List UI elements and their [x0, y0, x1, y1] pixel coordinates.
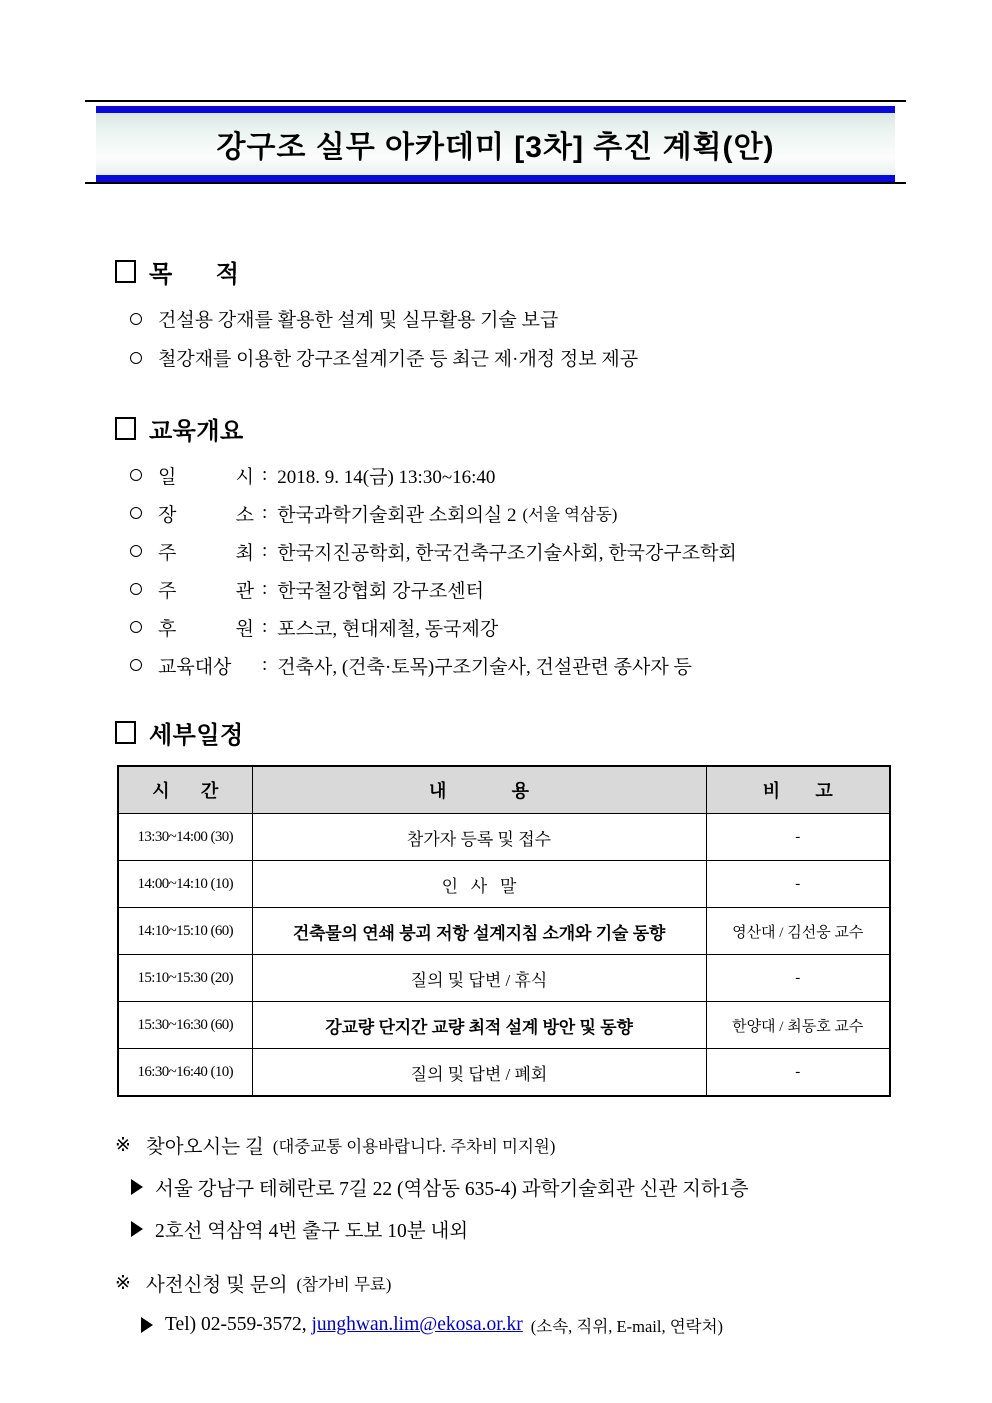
reference-mark-icon: ※ — [115, 1134, 131, 1156]
column-header-content-label: 내 용 — [429, 781, 529, 801]
section-schedule — [115, 715, 902, 1097]
arrow-bullet-icon — [141, 1317, 153, 1333]
circle-bullet-icon — [130, 313, 142, 325]
directions-item-text: 2호선 역삼역 4번 출구 도보 10분 내외 — [155, 1221, 469, 1242]
remark-cell: - — [706, 1049, 890, 1097]
list-item — [127, 532, 902, 570]
time-cell: 14:00~14:10 (10) — [118, 861, 252, 908]
section-purpose — [115, 254, 902, 371]
time-cell: 14:10~15:10 (60) — [118, 908, 252, 955]
page-title: 강구조 실무 아카데미 [3차] 추진 계획(안) — [216, 131, 775, 164]
remark-cell: - — [706, 861, 890, 908]
overview-label: 교육대상 — [158, 656, 232, 678]
title-banner-rules — [85, 100, 906, 184]
circle-bullet-icon — [130, 469, 142, 481]
column-header-remark-label: 비 고 — [762, 781, 833, 801]
time-cell: 13:30~14:00 (30) — [118, 814, 252, 861]
section-overview — [115, 411, 902, 684]
contact-tel-text: Tel) 02-559-3572, — [165, 1314, 307, 1335]
column-header-remark — [706, 766, 890, 814]
label-separator: : — [262, 502, 268, 523]
table-row — [118, 908, 890, 955]
content-cell: 인 사 말 — [252, 861, 706, 908]
overview-list — [127, 456, 902, 684]
list-item — [127, 305, 902, 332]
overview-label: 주 관 — [158, 580, 254, 602]
list-item — [127, 570, 902, 608]
purpose-item-text: 건설용 강재를 활용한 설계 및 실무활용 기술 보급 — [158, 310, 559, 331]
overview-label: 장 소 — [158, 504, 254, 526]
table-row — [118, 1049, 890, 1097]
title-banner — [96, 106, 895, 182]
content-cell: 질의 및 답변 / 폐회 — [252, 1049, 706, 1097]
list-item — [127, 646, 902, 684]
circle-bullet-icon — [130, 352, 142, 364]
arrow-bullet-icon — [131, 1179, 143, 1195]
content-cell: 건축물의 연쇄 붕괴 저항 설계지침 소개와 기술 동향 — [252, 908, 706, 955]
table-row — [118, 814, 890, 861]
time-cell: 15:30~16:30 (60) — [118, 1002, 252, 1049]
column-header-time — [118, 766, 252, 814]
directions-heading-note: (대중교통 이용바랍니다. 주차비 미지원) — [272, 1137, 556, 1156]
circle-bullet-icon — [130, 583, 142, 595]
section-directions — [115, 1131, 932, 1243]
purpose-list — [127, 305, 902, 371]
label-separator: : — [262, 540, 268, 561]
contact-tel-line — [141, 1313, 932, 1337]
label-separator: : — [262, 616, 268, 637]
list-item — [131, 1215, 932, 1243]
remark-cell: 한양대 / 최동호 교수 — [706, 1002, 890, 1049]
contact-heading — [115, 1269, 932, 1297]
list-item — [131, 1173, 932, 1201]
contact-heading-label: 사전신청 및 문의 — [145, 1275, 288, 1296]
table-row — [118, 1002, 890, 1049]
overview-label: 주 최 — [158, 542, 254, 564]
square-bullet-icon — [115, 721, 136, 744]
content-cell: 질의 및 답변 / 휴식 — [252, 955, 706, 1002]
list-item — [127, 456, 902, 494]
overview-value: 한국지진공학회, 한국건축구조기술사회, 한국강구조학회 — [277, 542, 737, 564]
label-separator: : — [262, 654, 268, 675]
schedule-heading-label: 세부일정 — [149, 722, 244, 749]
circle-bullet-icon — [130, 621, 142, 633]
directions-heading-label: 찾아오시는 길 — [145, 1137, 264, 1158]
time-cell: 16:30~16:40 (10) — [118, 1049, 252, 1097]
contact-email-link[interactable]: junghwan.lim@ekosa.or.kr — [311, 1314, 523, 1335]
remark-cell: 영산대 / 김선웅 교수 — [706, 908, 890, 955]
time-cell: 15:10~15:30 (20) — [118, 955, 252, 1002]
square-bullet-icon — [115, 260, 136, 283]
section-contact — [115, 1269, 932, 1337]
schedule-heading — [115, 715, 902, 750]
label-separator: : — [262, 578, 268, 599]
directions-item-text: 서울 강남구 테헤란로 7길 22 (역삼동 635-4) 과학기술회관 신관 지하1층 — [155, 1179, 749, 1200]
remark-cell: - — [706, 814, 890, 861]
overview-value: 건축사, (건축·토목)구조기술사, 건설관련 종사자 등 — [277, 656, 692, 678]
table-row — [118, 861, 890, 908]
purpose-heading-label: 목 적 — [149, 261, 240, 288]
square-bullet-icon — [115, 417, 136, 440]
label-separator: : — [262, 464, 268, 485]
overview-label: 후 원 — [158, 618, 254, 640]
contact-email-note: (소속, 직위, E-mail, 연락처) — [530, 1317, 724, 1336]
overview-label: 일 시 — [158, 466, 254, 488]
column-header-time-label: 시 간 — [152, 781, 219, 801]
list-item — [127, 344, 902, 371]
circle-bullet-icon — [130, 507, 142, 519]
overview-value: 한국철강협회 강구조센터 — [277, 580, 484, 602]
list-item — [127, 494, 902, 532]
overview-heading-label: 교육개요 — [149, 418, 244, 445]
directions-heading — [115, 1131, 932, 1159]
column-header-content — [252, 766, 706, 814]
overview-note: (서울 역삼동) — [522, 505, 618, 524]
overview-value: 2018. 9. 14(금) 13:30~16:40 — [277, 466, 496, 488]
table-row — [118, 955, 890, 1002]
schedule-table — [117, 765, 891, 1097]
table-header-row — [118, 766, 890, 814]
content-cell: 참가자 등록 및 접수 — [252, 814, 706, 861]
remark-cell: - — [706, 955, 890, 1002]
purpose-item-text: 철강재를 이용한 강구조설계기준 등 최근 제·개정 정보 제공 — [158, 349, 639, 370]
list-item — [127, 608, 902, 646]
contact-heading-note: (참가비 무료) — [296, 1275, 392, 1294]
reference-mark-icon: ※ — [115, 1272, 131, 1294]
overview-value: 포스코, 현대제철, 동국제강 — [277, 618, 499, 640]
circle-bullet-icon — [130, 659, 142, 671]
overview-heading — [115, 411, 902, 446]
arrow-bullet-icon — [131, 1221, 143, 1237]
content-cell: 강교량 단지간 교량 최적 설계 방안 및 동향 — [252, 1002, 706, 1049]
schedule-table-header — [118, 766, 890, 814]
overview-value: 한국과학기술회관 소회의실 2 — [277, 504, 517, 526]
purpose-heading — [115, 254, 902, 289]
circle-bullet-icon — [130, 545, 142, 557]
